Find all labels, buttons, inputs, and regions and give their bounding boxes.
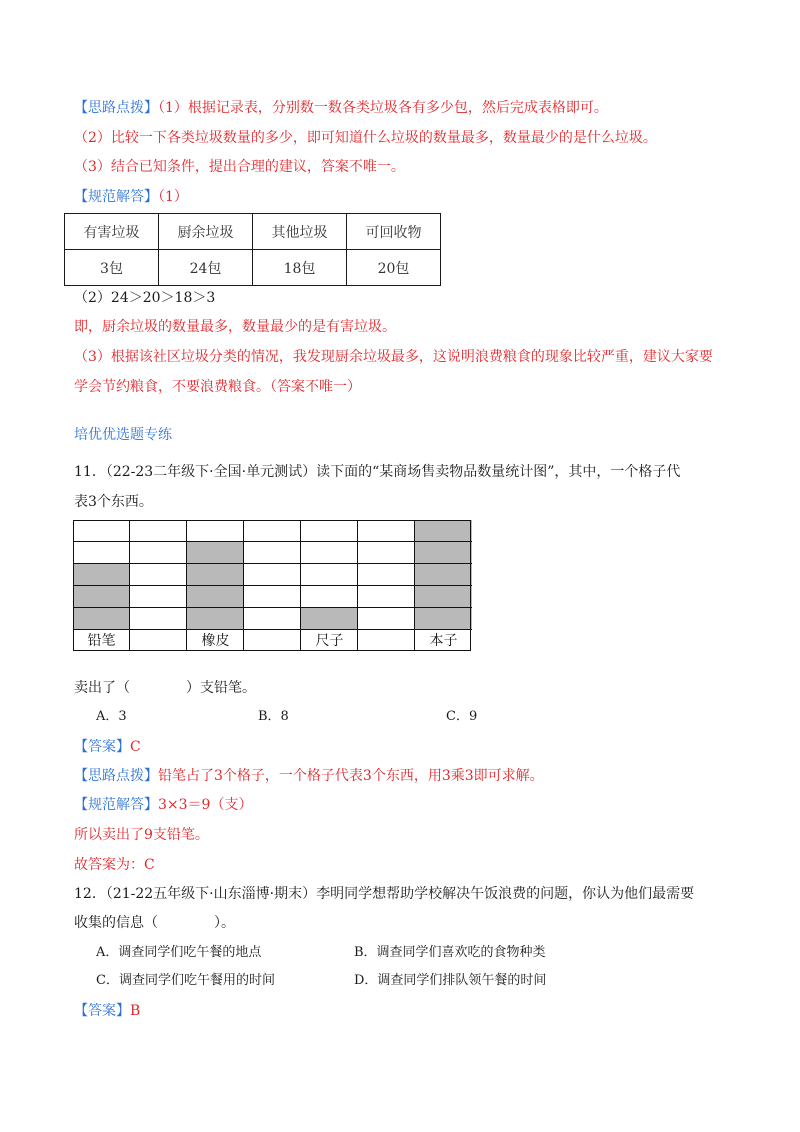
grid-cell-filled	[415, 564, 472, 586]
grid-label-cell	[187, 630, 244, 651]
table-header-row	[65, 214, 441, 250]
hint-line-2: （2）比较一下各类垃圾数量的多少，即可知道什么垃圾的数量最多，数量最少的是什么垃圾。	[74, 130, 657, 146]
grid-cell	[301, 520, 358, 542]
q12-stem-line-1: 12．（21-22五年级下·山东淄博·期末）李明同学想帮助学校解决午饭浪费的问题，你认为他们最需要	[74, 886, 695, 902]
grid-cell-filled	[415, 586, 472, 608]
section-title: 培优优选题专练	[74, 427, 172, 443]
grid-cell-filled	[187, 608, 244, 630]
q11-option-b: B．8	[258, 709, 289, 724]
answer-tag: 【规范解答】	[74, 189, 158, 205]
q11-prompt: 卖出了（ ）支铅笔。	[74, 680, 256, 696]
grid-cell-filled	[415, 520, 472, 542]
q11-solution-2: 所以卖出了9支铅笔。	[74, 827, 209, 843]
q12-option-c: C．调查同学们吃午餐用的时间	[96, 973, 275, 988]
grid-cell	[130, 586, 187, 608]
grid-cell	[130, 520, 187, 542]
grid-cell	[244, 564, 301, 586]
grid-cell	[358, 608, 415, 630]
grid-category-label: 本子	[429, 633, 458, 649]
grid-cell	[73, 520, 130, 542]
q11-option-c: C．9	[446, 709, 478, 724]
grid-category-label	[130, 630, 187, 651]
table-cell: 18包	[253, 250, 347, 286]
hint-line-3: （3）结合已知条件，提出合理的建议，答案不唯一。	[74, 159, 405, 175]
table-cell: 24包	[159, 250, 253, 286]
hint-text-1: （1）根据记录表，分别数一数各类垃圾各有多少包，然后完成表格即可。	[158, 100, 608, 116]
answer-line-2: （2）24＞20＞18＞3	[74, 290, 216, 306]
grid-label-cell	[301, 630, 358, 651]
grid-cell	[244, 586, 301, 608]
grid-cell-filled	[187, 564, 244, 586]
table-header-cell: 有害垃圾	[65, 214, 159, 250]
grid-label-cell	[130, 630, 187, 651]
solution-tag: 【规范解答】	[74, 797, 158, 813]
grid-cell	[73, 542, 130, 564]
q11-stem-line-2: 表3个东西。	[74, 494, 153, 510]
grid-cell-filled	[73, 608, 130, 630]
q11-option-a: A．3	[96, 709, 127, 724]
grid-category-label: 铅笔	[87, 633, 116, 649]
grid-cell-filled	[187, 542, 244, 564]
table-header-cell: 可回收物	[347, 214, 441, 250]
grid-cell	[358, 542, 415, 564]
q11-stem-line-1: 11．（22-23二年级下·全国·单元测试）读下面的“某商场售卖物品数量统计图”，其中，一个格子代	[74, 464, 681, 480]
grid-cell	[301, 542, 358, 564]
q12-stem-line-2: 收集的信息（ ）。	[74, 915, 235, 931]
grid-label-cell	[73, 630, 130, 651]
answer-line-3a: （3）根据该社区垃圾分类的情况，我发现厨余垃圾最多，这说明浪费粮食的现象比较严重，建议大家要	[74, 349, 713, 365]
grid-category-label: 尺子	[315, 633, 344, 649]
item-count-grid-chart	[73, 520, 471, 651]
q11-answer-line	[74, 737, 141, 757]
grid-cell	[244, 542, 301, 564]
grid-cell	[130, 542, 187, 564]
table-header-cell: 厨余垃圾	[159, 214, 253, 250]
grid-label-cell	[244, 630, 301, 651]
table-row	[65, 250, 441, 286]
answer-line-3b: 学会节约粮食，不要浪费粮食。（答案不唯一）	[74, 379, 361, 395]
answer-line-2b: 即，厨余垃圾的数量最多，数量最少的是有害垃圾。	[74, 319, 396, 335]
grid-cell	[301, 586, 358, 608]
grid-cell-filled	[187, 586, 244, 608]
answer-tag: 【答案】	[74, 739, 130, 755]
q11-hint: 铅笔占了3个格子，一个格子代表3个东西，用3乘3即可求解。	[158, 768, 544, 784]
table-cell: 3包	[65, 250, 159, 286]
grid-cell	[358, 586, 415, 608]
grid-cell	[130, 608, 187, 630]
table-header-cell: 其他垃圾	[253, 214, 347, 250]
answer-line-1	[74, 187, 188, 207]
grid-cell-filled	[415, 608, 472, 630]
grid-cell	[244, 608, 301, 630]
grid-cell	[358, 520, 415, 542]
q12-answer: B	[130, 1003, 141, 1019]
grid-cell	[130, 564, 187, 586]
grid-cell-filled	[73, 564, 130, 586]
answer-text-1: （1）	[158, 189, 188, 205]
grid-category-label	[358, 630, 415, 651]
q11-answer: C	[130, 739, 141, 755]
q12-option-a: A．调查同学们吃午餐的地点	[96, 945, 262, 960]
grid-cell	[358, 564, 415, 586]
waste-count-table	[64, 213, 441, 286]
q11-solution-3: 故答案为：C	[74, 857, 155, 873]
q12-answer-line	[74, 1001, 140, 1021]
q12-option-b: B．调查同学们喜欢吃的食物种类	[354, 945, 546, 960]
hint-line-1	[74, 98, 608, 118]
hint-tag: 【思路点拨】	[74, 100, 158, 116]
q11-solution: 3×3＝9（支）	[158, 797, 253, 813]
grid-cell	[244, 520, 301, 542]
grid-category-label	[244, 630, 301, 651]
answer-tag: 【答案】	[74, 1003, 130, 1019]
grid-label-cell	[415, 630, 472, 651]
hint-tag: 【思路点拨】	[74, 768, 158, 784]
grid-cell	[301, 564, 358, 586]
q12-option-d: D．调查同学们排队领午餐的时间	[354, 973, 547, 988]
grid-cell-filled	[415, 542, 472, 564]
q11-hint-line	[74, 766, 544, 786]
grid-cell-filled	[301, 608, 358, 630]
grid-cell	[187, 520, 244, 542]
table-cell: 20包	[347, 250, 441, 286]
grid-label-cell	[358, 630, 415, 651]
grid-cell-filled	[73, 586, 130, 608]
q11-solution-line	[74, 795, 252, 815]
grid-category-label: 橡皮	[201, 633, 230, 649]
